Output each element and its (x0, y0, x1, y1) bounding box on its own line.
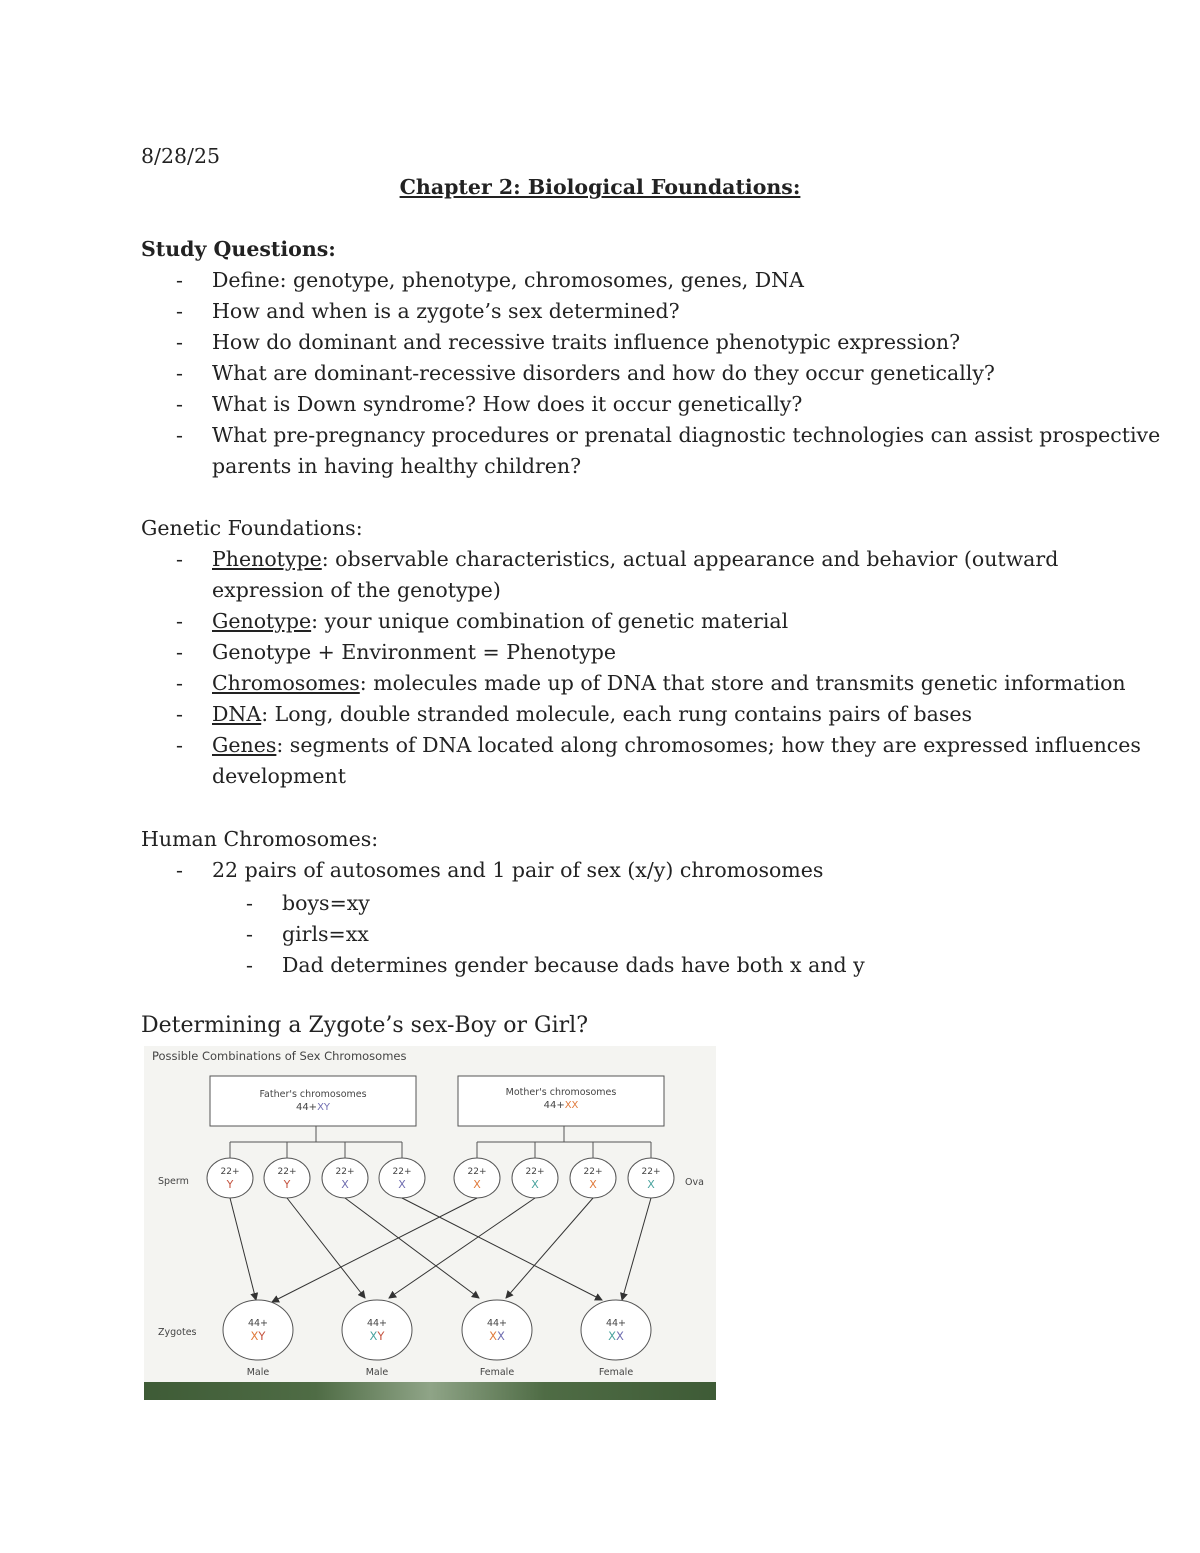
svg-text:X: X (647, 1178, 655, 1191)
ovum-cell (628, 1158, 674, 1198)
zygote-label: Female (479, 1367, 515, 1378)
ovum-cell (570, 1158, 616, 1198)
zygote-label: Male (246, 1367, 270, 1378)
svg-text:44+: 44+ (605, 1318, 627, 1329)
zygote-label: Female (598, 1367, 634, 1378)
svg-text:22+: 22+ (525, 1167, 545, 1177)
svg-text:X: X (473, 1178, 481, 1191)
svg-text:22+: 22+ (583, 1167, 603, 1177)
mother-karyotype: 44+XX (543, 1100, 579, 1111)
ovum-cell (512, 1158, 558, 1198)
svg-text:22+: 22+ (467, 1167, 487, 1177)
svg-text:22+: 22+ (277, 1167, 297, 1177)
father-box (210, 1076, 416, 1126)
sex-chromosome-diagram (144, 1046, 716, 1400)
zygote-karyotype: XY (369, 1329, 385, 1343)
svg-text:X: X (341, 1178, 349, 1191)
mother-bracket (477, 1126, 651, 1158)
sperm-label: Sperm (158, 1176, 189, 1187)
sperm-cell (264, 1158, 310, 1198)
zygote-karyotype: XX (608, 1329, 624, 1343)
term: Chromosomes (212, 671, 360, 695)
zygote-karyotype: XX (489, 1329, 505, 1343)
term: Genes (212, 733, 277, 757)
zygote (342, 1300, 412, 1378)
page-title: Chapter 2: Biological Foundations: (399, 175, 801, 199)
mother-label: Mother's chromosomes (505, 1087, 617, 1098)
zygote (462, 1300, 532, 1378)
term: Phenotype (212, 547, 322, 571)
figure-footer-bar (144, 1382, 716, 1400)
zygote (581, 1300, 651, 1378)
ovum-cell (454, 1158, 500, 1198)
ova-label: Ova (685, 1177, 704, 1188)
document-page: 8/28/25 Chapter 2: Biological Foundations: Study Questions: - Define: genotype, phenotype, chromosomes, genes, DNA - How and when is a zygote’s sex determined? - How do dominant and recessive traits influence phenotypic expression? - What are dominant-recessive disorders and how do they occur genetically? - What is Down syndrome? How does it occur genetically? - What pre-pregnancy procedures or prenatal diagnostic technologies can assist prospective parents in having healthy children? Genetic Foundations: - Phenotype: observable characteristics, actual appearance and behavior (outward expression of the genotype) - Genotype: your unique combination of genetic material - Genotype + Environment = Phenotype - Chromosomes: molecules made up of DNA that store and transmits genetic information - DNA: Long, double stranded molecule, each rung contains pairs of bases - Genes: segments of DNA located along chromosomes; how they are expressed influences development Human Chromosomes: - 22 pairs of autosomes and 1 pair of sex (x/y) chromosomes - boys=xy - girls=xx - Dad determines gender because dads have both x and y Determining a Zygote’s sex-Boy or Girl? Possible Combinations of Sex Chromosomes Father's chromosomes 44+XY Mother's chromosomes 44+XX Sperm Ova 22+ Y 22+ Y 22+ X 22+ X 22+ X 22+ X 22+ X 22+ X Zygotes 44+ XY Male 44+ XY Male 44+ XX Female 44+ XX Female (0, 0, 1200, 1553)
svg-text:X: X (398, 1178, 406, 1191)
svg-text:22+: 22+ (392, 1167, 412, 1177)
genetic-foundations-heading: Genetic Foundations: (141, 516, 363, 540)
study-questions-heading: Study Questions: (141, 237, 336, 261)
human-chromosomes-heading: Human Chromosomes: (141, 827, 379, 851)
fertilization-arrows (230, 1198, 651, 1302)
figure-caption: Determining a Zygote’s sex-Boy or Girl? (141, 1013, 588, 1038)
father-label: Father's chromosomes (259, 1089, 367, 1100)
father-bracket (230, 1126, 402, 1158)
father-karyotype: 44+XY (295, 1102, 331, 1113)
svg-text:22+: 22+ (641, 1167, 661, 1177)
svg-text:44+: 44+ (486, 1318, 508, 1329)
zygote (223, 1300, 293, 1378)
svg-text:Y: Y (283, 1178, 291, 1191)
svg-text:X: X (531, 1178, 539, 1191)
sperm-cell (322, 1158, 368, 1198)
svg-text:44+: 44+ (247, 1318, 269, 1329)
sperm-cell (207, 1158, 253, 1198)
svg-text:22+: 22+ (220, 1167, 240, 1177)
zygote-label: Male (365, 1367, 389, 1378)
diagram-title: Possible Combinations of Sex Chromosomes (152, 1049, 407, 1063)
date: 8/28/25 (141, 144, 221, 168)
sperm-cell (379, 1158, 425, 1198)
diagram-svg (144, 1046, 716, 1400)
term: Genotype (212, 609, 312, 633)
term: DNA (212, 702, 262, 726)
svg-text:44+: 44+ (366, 1318, 388, 1329)
svg-text:X: X (589, 1178, 597, 1191)
zygote-karyotype: XY (250, 1329, 266, 1343)
svg-text:Y: Y (226, 1178, 234, 1191)
svg-text:22+: 22+ (335, 1167, 355, 1177)
zygotes-label: Zygotes (158, 1327, 197, 1338)
